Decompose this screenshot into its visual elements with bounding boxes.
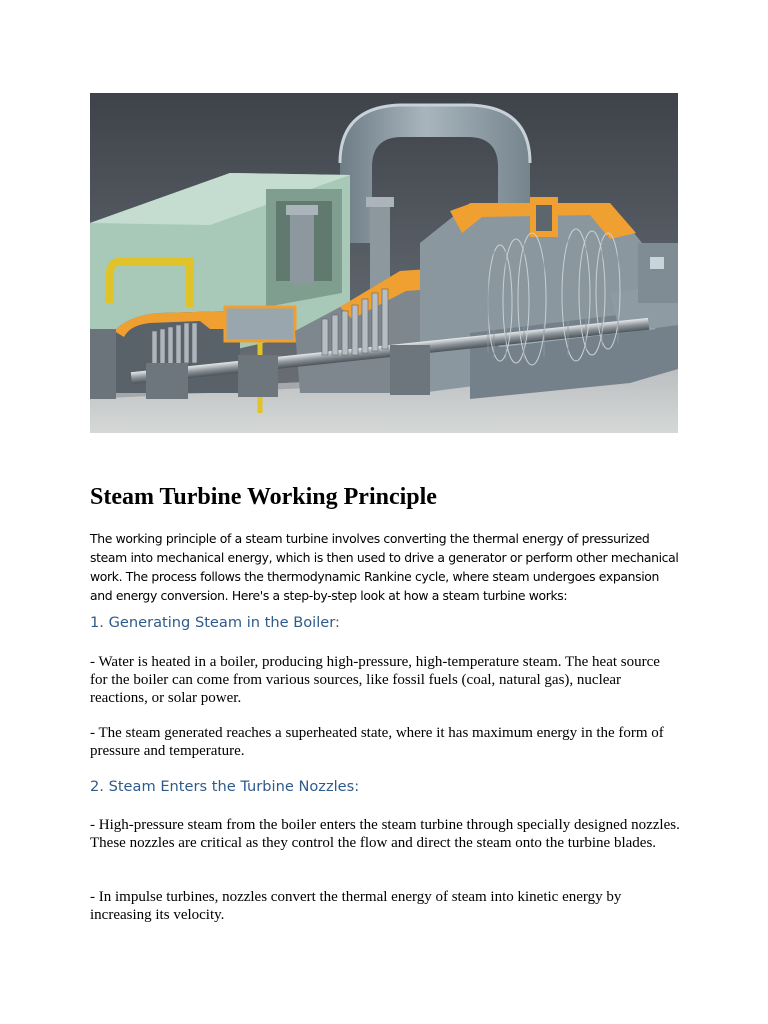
nozzles-paragraph-1: - High-pressure steam from the boiler enters the steam turbine through specially designed nozzles. These nozzles are critical as they control the flow and direct the steam onto the turbine blades.	[90, 817, 680, 851]
boiler-paragraph-1: - Water is heated in a boiler, producing high-pressure, high-temperature steam. The heat source for the boiler can come from various sources, like fossil fuels (coal, natural gas), nuclear reactions, or solar power.	[90, 654, 660, 706]
steam-turbine-illustration	[90, 93, 678, 433]
intro-paragraph: The working principle of a steam turbine involves converting the thermal energy of pressurized steam into mechanical energy, which is then used to drive a generator or perform other mechanical work. The process follows the thermodynamic Rankine cycle, where steam undergoes expansion and energy conversion. Here's a step-by-step look at how a steam turbine works:	[90, 531, 679, 603]
nozzles-paragraph-2: - In impulse turbines, nozzles convert the thermal energy of steam into kinetic energy by increasing its velocity.	[90, 889, 622, 923]
page-title: Steam Turbine Working Principle	[90, 484, 437, 510]
section-heading-boiler: 1. Generating Steam in the Boiler:	[90, 614, 340, 631]
section-heading-nozzles: 2. Steam Enters the Turbine Nozzles:	[90, 778, 360, 795]
boiler-paragraph-2: - The steam generated reaches a superheated state, where it has maximum energy in the form of pressure and temperature.	[90, 725, 664, 759]
